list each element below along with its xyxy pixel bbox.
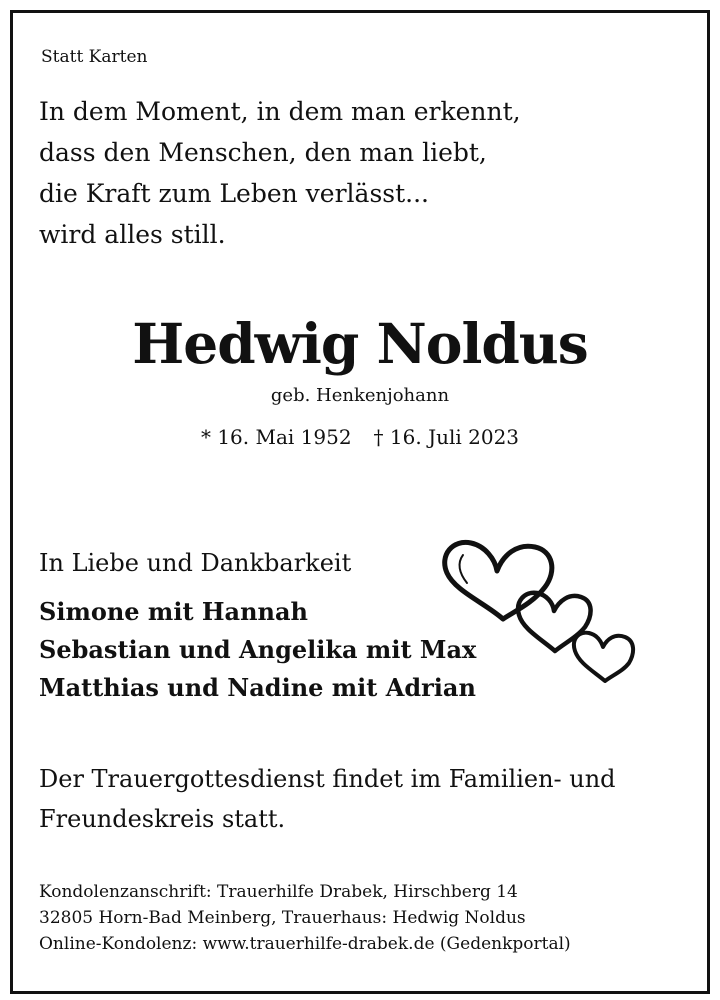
poem-line: In dem Moment, in dem man erkennt,: [39, 97, 521, 126]
mourner-line: Simone mit Hannah: [39, 597, 309, 626]
online-condolence: Online-Kondolenz: www.trauerhilfe-drabek.de (Gedenkportal): [39, 934, 571, 954]
poem-line: die Kraft zum Leben verlässt...: [39, 179, 430, 208]
condolence-address: Kondolenzanschrift: Trauerhilfe Drabek, Hirschberg 14: [39, 882, 518, 902]
three-hearts-icon: [433, 533, 643, 693]
obituary-notice: [10, 10, 710, 994]
header-note: Statt Karten: [41, 47, 148, 67]
poem-line: dass den Menschen, den man liebt,: [39, 138, 487, 167]
mourner-line: Matthias und Nadine mit Adrian: [39, 673, 476, 702]
life-dates: [13, 425, 707, 449]
mourners-list: [39, 593, 476, 707]
death-date: † 16. Juli 2023: [373, 425, 520, 449]
contact-info: [39, 879, 571, 957]
service-note: [39, 759, 689, 839]
service-line: Der Trauergottesdienst findet im Familien- und: [39, 765, 616, 793]
service-line: Freundeskreis statt.: [39, 805, 286, 833]
deceased-name: Hedwig Noldus: [132, 311, 588, 376]
mourner-line: Sebastian und Angelika mit Max: [39, 635, 477, 664]
mourners-intro: In Liebe und Dankbarkeit: [39, 549, 352, 577]
poem: [39, 91, 521, 255]
poem-line: wird alles still.: [39, 220, 226, 249]
birth-date: * 16. Mai 1952: [200, 425, 352, 449]
mourning-house: 32805 Horn-Bad Meinberg, Trauerhaus: Hedwig Noldus: [39, 908, 526, 928]
birth-name: geb. Henkenjohann: [270, 385, 450, 406]
